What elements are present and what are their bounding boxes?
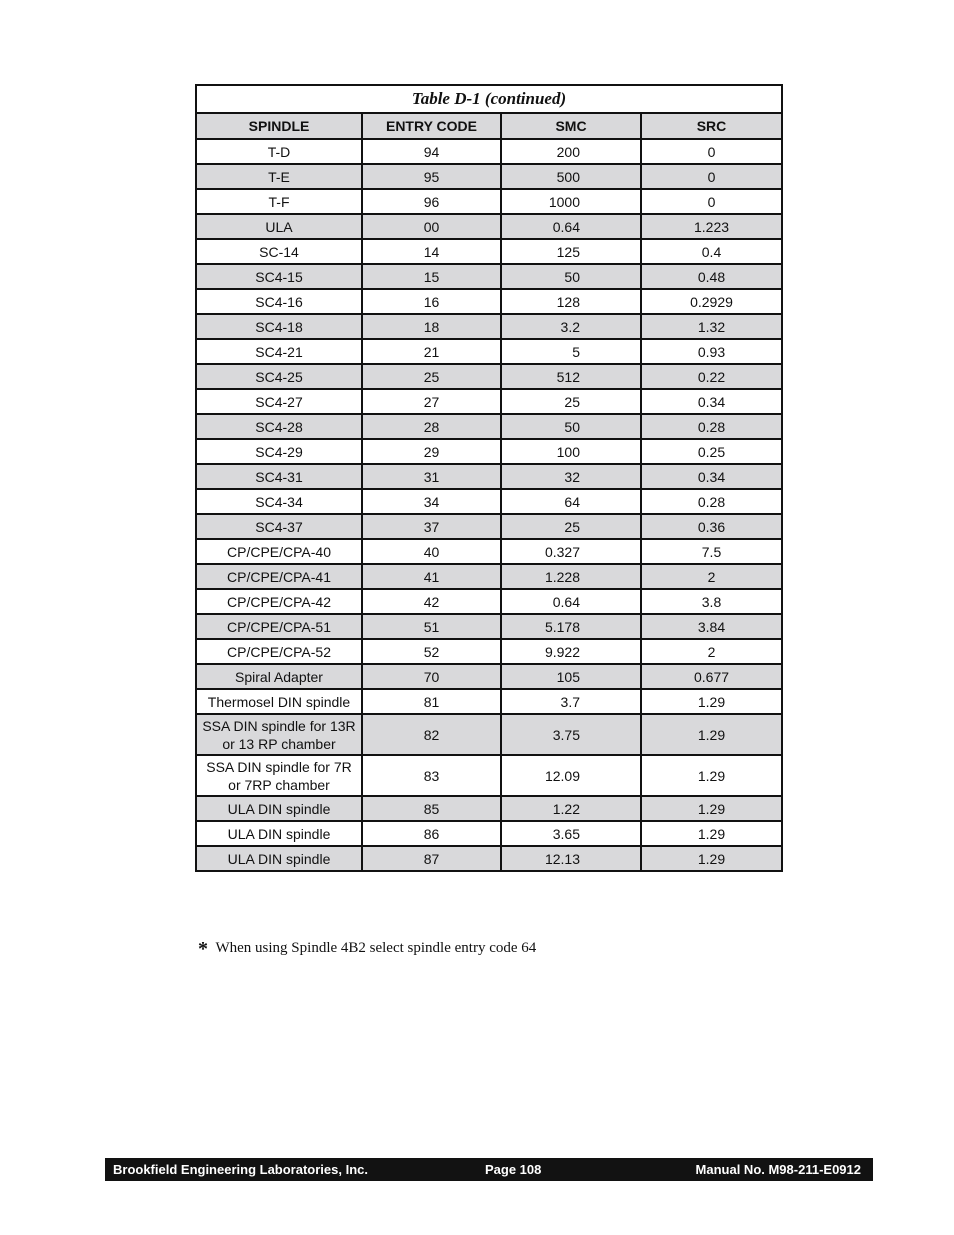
entry-code-cell: 28 xyxy=(362,414,501,439)
src-cell: 0.48 xyxy=(641,264,782,289)
table-row xyxy=(196,239,782,264)
table-row xyxy=(196,564,782,589)
smc-cell: 0.64 xyxy=(501,589,641,614)
column-header-src: SRC xyxy=(641,113,782,139)
smc-cell: 1000 xyxy=(501,189,641,214)
table-row xyxy=(196,289,782,314)
src-cell: 1.29 xyxy=(641,821,782,846)
src-cell: 1.223 xyxy=(641,214,782,239)
src-cell: 7.5 xyxy=(641,539,782,564)
entry-code-cell: 21 xyxy=(362,339,501,364)
entry-code-cell: 15 xyxy=(362,264,501,289)
spindle-cell: SSA DIN spindle for 7R or 7RP chamber xyxy=(196,755,362,796)
entry-code-cell: 34 xyxy=(362,489,501,514)
src-cell: 1.29 xyxy=(641,714,782,755)
entry-code-cell: 00 xyxy=(362,214,501,239)
table-row xyxy=(196,214,782,239)
src-cell: 0.28 xyxy=(641,489,782,514)
table-row xyxy=(196,755,782,796)
table-row xyxy=(196,189,782,214)
spindle-cell: ULA xyxy=(196,214,362,239)
column-header-entry-code: ENTRY CODE xyxy=(362,113,501,139)
spindle-cell: SC4-21 xyxy=(196,339,362,364)
entry-code-cell: 14 xyxy=(362,239,501,264)
table-row xyxy=(196,639,782,664)
table-row xyxy=(196,796,782,821)
table-row xyxy=(196,364,782,389)
table-row xyxy=(196,689,782,714)
spindle-cell: SC4-15 xyxy=(196,264,362,289)
spindle-cell: SC4-34 xyxy=(196,489,362,514)
spindle-cell: Thermosel DIN spindle xyxy=(196,689,362,714)
entry-code-cell: 70 xyxy=(362,664,501,689)
smc-cell: 5.178 xyxy=(501,614,641,639)
entry-code-cell: 94 xyxy=(362,139,501,164)
src-cell: 0.677 xyxy=(641,664,782,689)
src-cell: 2 xyxy=(641,639,782,664)
entry-code-cell: 87 xyxy=(362,846,501,871)
smc-cell: 3.65 xyxy=(501,821,641,846)
src-cell: 1.29 xyxy=(641,796,782,821)
table-row xyxy=(196,264,782,289)
table-row xyxy=(196,614,782,639)
entry-code-cell: 16 xyxy=(362,289,501,314)
src-cell: 1.29 xyxy=(641,689,782,714)
entry-code-cell: 81 xyxy=(362,689,501,714)
spindle-cell: ULA DIN spindle xyxy=(196,796,362,821)
smc-cell: 5 xyxy=(501,339,641,364)
spindle-cell: T-D xyxy=(196,139,362,164)
spindle-cell: CP/CPE/CPA-42 xyxy=(196,589,362,614)
table-row xyxy=(196,539,782,564)
footnote-text: When using Spindle 4B2 select spindle entry code 64 xyxy=(215,940,537,956)
spindle-cell: ULA DIN spindle xyxy=(196,821,362,846)
table-row xyxy=(196,589,782,614)
smc-cell: 50 xyxy=(501,264,641,289)
spindle-cell: CP/CPE/CPA-40 xyxy=(196,539,362,564)
src-cell: 0.2929 xyxy=(641,289,782,314)
smc-cell: 1.228 xyxy=(501,564,641,589)
entry-code-cell: 29 xyxy=(362,439,501,464)
footer-manual-number: Manual No. M98-211-E0912 xyxy=(695,1162,861,1177)
entry-code-cell: 51 xyxy=(362,614,501,639)
src-cell: 3.84 xyxy=(641,614,782,639)
table-row xyxy=(196,314,782,339)
smc-cell: 128 xyxy=(501,289,641,314)
src-cell: 0.93 xyxy=(641,339,782,364)
src-cell: 1.29 xyxy=(641,755,782,796)
footer-company: Brookfield Engineering Laboratories, Inc. xyxy=(113,1162,368,1177)
spindle-cell: SSA DIN spindle for 13R or 13 RP chamber xyxy=(196,714,362,755)
spindle-cell: SC4-31 xyxy=(196,464,362,489)
spindle-cell: CP/CPE/CPA-41 xyxy=(196,564,362,589)
table-row xyxy=(196,414,782,439)
smc-cell: 9.922 xyxy=(501,639,641,664)
table-row xyxy=(196,664,782,689)
smc-cell: 50 xyxy=(501,414,641,439)
src-cell: 0 xyxy=(641,189,782,214)
src-cell: 0.28 xyxy=(641,414,782,439)
src-cell: 0.4 xyxy=(641,239,782,264)
src-cell: 0.25 xyxy=(641,439,782,464)
smc-cell: 64 xyxy=(501,489,641,514)
spindle-cell: SC4-27 xyxy=(196,389,362,414)
spindle-cell: CP/CPE/CPA-52 xyxy=(196,639,362,664)
smc-cell: 0.327 xyxy=(501,539,641,564)
footer-page-number: Page 108 xyxy=(485,1162,542,1177)
spindle-cell: SC-14 xyxy=(196,239,362,264)
smc-cell: 200 xyxy=(501,139,641,164)
table-row xyxy=(196,714,782,755)
spindle-cell: SC4-16 xyxy=(196,289,362,314)
entry-code-cell: 25 xyxy=(362,364,501,389)
src-cell: 0 xyxy=(641,164,782,189)
spindle-table xyxy=(195,84,783,872)
table-row xyxy=(196,339,782,364)
table-row xyxy=(196,439,782,464)
entry-code-cell: 96 xyxy=(362,189,501,214)
table-row xyxy=(196,821,782,846)
smc-cell: 12.09 xyxy=(501,755,641,796)
spindle-cell: SC4-29 xyxy=(196,439,362,464)
table-row xyxy=(196,139,782,164)
spindle-cell: SC4-25 xyxy=(196,364,362,389)
smc-cell: 25 xyxy=(501,389,641,414)
smc-cell: 100 xyxy=(501,439,641,464)
entry-code-cell: 27 xyxy=(362,389,501,414)
page-footer xyxy=(105,1158,873,1181)
footnote-asterisk: * xyxy=(198,938,208,960)
spindle-table-container xyxy=(195,84,781,872)
smc-cell: 3.2 xyxy=(501,314,641,339)
entry-code-cell: 83 xyxy=(362,755,501,796)
spindle-cell: T-F xyxy=(196,189,362,214)
entry-code-cell: 37 xyxy=(362,514,501,539)
table-row xyxy=(196,514,782,539)
smc-cell: 1.22 xyxy=(501,796,641,821)
entry-code-cell: 82 xyxy=(362,714,501,755)
spindle-cell: SC4-28 xyxy=(196,414,362,439)
src-cell: 0 xyxy=(641,139,782,164)
entry-code-cell: 52 xyxy=(362,639,501,664)
spindle-cell: SC4-37 xyxy=(196,514,362,539)
src-cell: 1.29 xyxy=(641,846,782,871)
smc-cell: 500 xyxy=(501,164,641,189)
smc-cell: 0.64 xyxy=(501,214,641,239)
entry-code-cell: 86 xyxy=(362,821,501,846)
spindle-cell: ULA DIN spindle xyxy=(196,846,362,871)
table-row xyxy=(196,846,782,871)
smc-cell: 25 xyxy=(501,514,641,539)
spindle-cell: T-E xyxy=(196,164,362,189)
table-row xyxy=(196,464,782,489)
entry-code-cell: 18 xyxy=(362,314,501,339)
src-cell: 0.34 xyxy=(641,389,782,414)
column-header-spindle: SPINDLE xyxy=(196,113,362,139)
smc-cell: 512 xyxy=(501,364,641,389)
src-cell: 0.22 xyxy=(641,364,782,389)
spindle-cell: SC4-18 xyxy=(196,314,362,339)
smc-cell: 3.7 xyxy=(501,689,641,714)
src-cell: 2 xyxy=(641,564,782,589)
entry-code-cell: 31 xyxy=(362,464,501,489)
table-title: Table D-1 (continued) xyxy=(196,85,782,113)
smc-cell: 32 xyxy=(501,464,641,489)
smc-cell: 105 xyxy=(501,664,641,689)
entry-code-cell: 40 xyxy=(362,539,501,564)
spindle-cell: CP/CPE/CPA-51 xyxy=(196,614,362,639)
smc-cell: 12.13 xyxy=(501,846,641,871)
smc-cell: 3.75 xyxy=(501,714,641,755)
table-row xyxy=(196,164,782,189)
table-row xyxy=(196,489,782,514)
src-cell: 1.32 xyxy=(641,314,782,339)
smc-cell: 125 xyxy=(501,239,641,264)
column-header-smc: SMC xyxy=(501,113,641,139)
entry-code-cell: 85 xyxy=(362,796,501,821)
spindle-cell: Spiral Adapter xyxy=(196,664,362,689)
table-row xyxy=(196,389,782,414)
entry-code-cell: 42 xyxy=(362,589,501,614)
src-cell: 0.36 xyxy=(641,514,782,539)
entry-code-cell: 95 xyxy=(362,164,501,189)
entry-code-cell: 41 xyxy=(362,564,501,589)
src-cell: 3.8 xyxy=(641,589,782,614)
src-cell: 0.34 xyxy=(641,464,782,489)
table-body xyxy=(196,139,782,871)
footnote xyxy=(198,938,536,961)
